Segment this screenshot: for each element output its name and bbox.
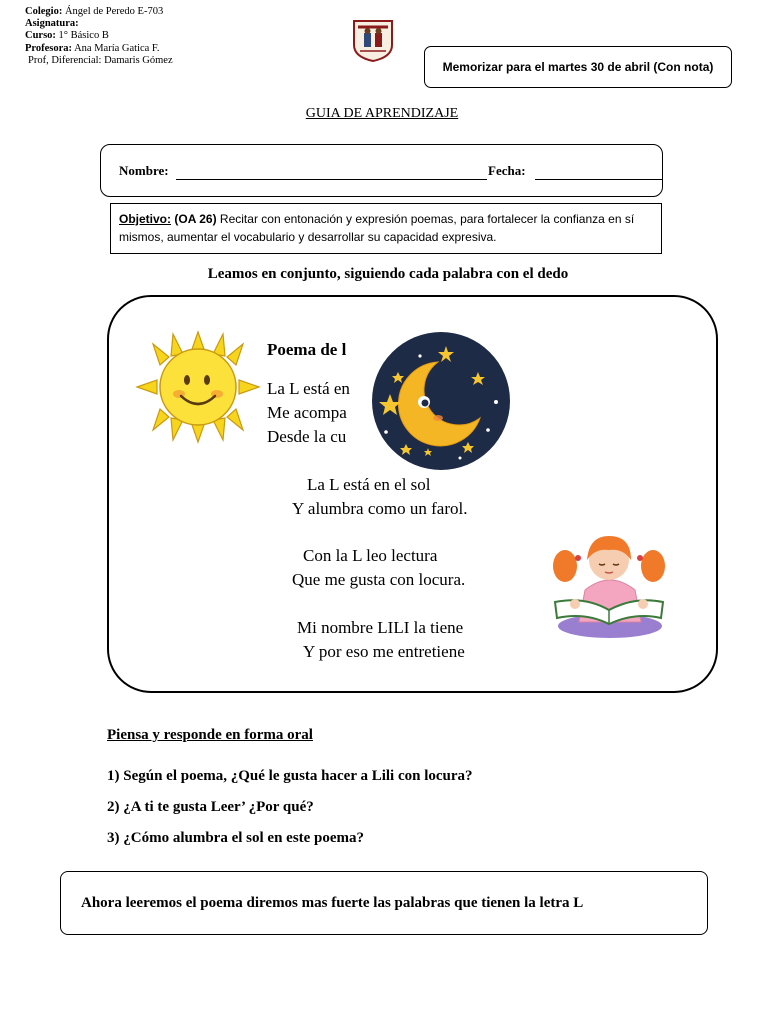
teacher-line: Profesora: Ana María Gatica F. bbox=[25, 42, 160, 54]
poem-line: Con la L leo lectura bbox=[303, 546, 438, 565]
name-field[interactable] bbox=[176, 179, 487, 180]
objective-label: Objetivo: bbox=[119, 212, 172, 226]
moon-icon bbox=[368, 332, 514, 472]
girl-reading-icon bbox=[545, 530, 675, 642]
objective-text: Recitar con entonación y expresión poemas, para fortalecer la confianza en sí mismos, aumentar el vocabulario y desarrollar su capacidad expresiva. bbox=[119, 212, 635, 244]
poem-line: Mi nombre LILI la tiene bbox=[297, 618, 464, 637]
poem-line: Que me gusta con locura. bbox=[292, 570, 466, 589]
poem-line: Desde la cu bbox=[267, 427, 347, 446]
subject-line: Asignatura: bbox=[25, 18, 79, 30]
poem-line: Me acompa bbox=[267, 403, 347, 422]
school-crest-icon bbox=[350, 17, 396, 63]
name-label: Nombre: bbox=[119, 163, 169, 178]
memo-box bbox=[424, 46, 732, 88]
poem-line: La L está en el sol bbox=[307, 475, 431, 494]
school-line: Colegio: Ángel de Peredo E-703 bbox=[25, 6, 164, 17]
poem-line: Y alumbra como un farol. bbox=[292, 499, 468, 518]
diff-teacher-line: Prof, Diferencial: Damaris Gómez bbox=[28, 54, 173, 66]
final-instruction-box bbox=[60, 871, 708, 935]
date-field[interactable] bbox=[535, 179, 663, 180]
question-item: 1) Según el poema, ¿Qué le gusta hacer a Lili con locura? bbox=[107, 768, 473, 784]
question-item: 3) ¿Cómo alumbra el sol en este poema? bbox=[107, 830, 365, 846]
think-title: Piensa y responde en forma oral bbox=[107, 727, 313, 743]
final-instruction-text: Ahora leeremos el poema diremos mas fuerte las palabras que tienen la letra L bbox=[81, 894, 584, 911]
poem-line: La L está en bbox=[267, 379, 350, 398]
question-item: 2) ¿A ti te gusta Leer’ ¿Por qué? bbox=[107, 799, 314, 815]
date-label: Fecha: bbox=[488, 163, 526, 178]
reading-instruction: Leamos en conjunto, siguiendo cada palabra con el dedo bbox=[207, 266, 569, 282]
poem-title: Poema de l bbox=[267, 340, 347, 359]
sun-icon bbox=[135, 330, 261, 444]
objective-code: (OA 26) bbox=[174, 212, 217, 226]
memo-text: Memorizar para el martes 30 de abril (Con nota) bbox=[442, 60, 714, 74]
objective-box bbox=[110, 203, 662, 254]
poem-line: Y por eso me entretiene bbox=[303, 642, 465, 661]
course-line: Curso: 1° Básico B bbox=[25, 30, 109, 42]
name-date-box bbox=[100, 144, 663, 197]
header-info bbox=[25, 6, 173, 67]
page-title: GUIA DE APRENDIZAJE bbox=[305, 106, 459, 121]
